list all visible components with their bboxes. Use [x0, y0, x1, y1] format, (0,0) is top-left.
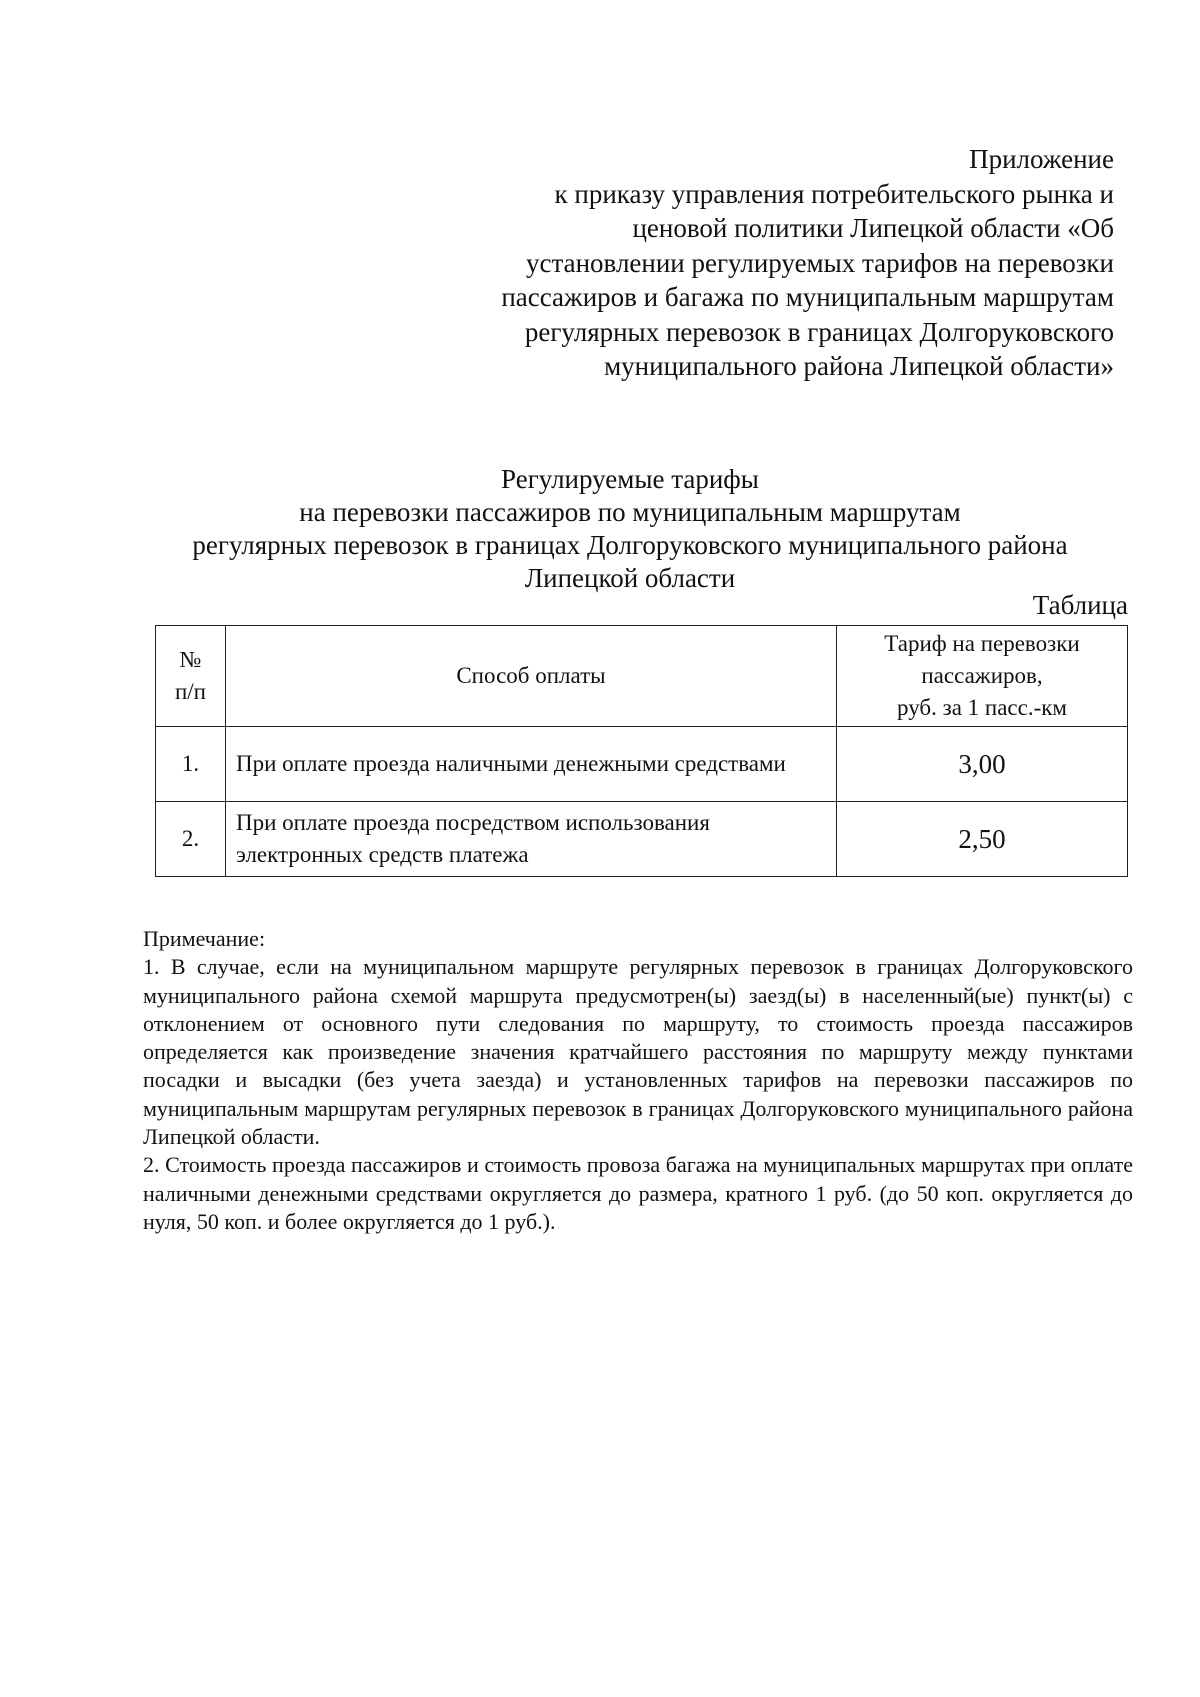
appendix-header	[474, 142, 1114, 384]
title-line: регулярных перевозок в границах Долгоруковского муниципального района	[192, 530, 1068, 560]
row-payment-method: При оплате проезда наличными денежными средствами	[226, 727, 837, 802]
header-tariff: Тариф на перевозки пассажиров, руб. за 1 пасс.-км	[837, 626, 1128, 727]
row-payment-method: При оплате проезда посредством использования электронных средств платежа	[226, 802, 837, 877]
appendix-line: установлении регулируемых тарифов на перевозки	[526, 247, 1114, 278]
title-line: Регулируемые тарифы	[501, 464, 759, 494]
row-tariff: 3,00	[837, 727, 1128, 802]
appendix-line: Приложение	[969, 144, 1114, 174]
table-row	[156, 802, 1128, 877]
table-header-row	[156, 626, 1128, 727]
title-line: Липецкой области	[524, 563, 736, 593]
note-item: 2. Стоимость проезда пассажиров и стоимость провоза багажа на муниципальных маршрутах при оплате наличными денежными средствами округляется до размера, кратного 1 руб. (до 50 коп. округляется до нуля, 50 коп. и более округляется до 1 руб.).	[143, 1152, 1133, 1234]
title-line: на перевозки пассажиров по муниципальным маршрутам	[299, 497, 961, 527]
table-caption: Таблица	[1032, 590, 1128, 620]
appendix-line: регулярных перевозок в границах Долгоруковского	[524, 316, 1114, 347]
row-number: 1.	[156, 727, 226, 802]
header-number: № п/п	[156, 626, 226, 727]
row-tariff: 2,50	[837, 802, 1128, 877]
table-row	[156, 727, 1128, 802]
appendix-line: муниципального района Липецкой области»	[604, 351, 1114, 381]
appendix-line: к приказу управления потребительского рынка и	[554, 178, 1114, 209]
appendix-line: ценовой политики Липецкой области «Об	[632, 213, 1114, 243]
notes-section	[143, 925, 1133, 1236]
note-item: 1. В случае, если на муниципальном маршруте регулярных перевозок в границах Долгоруковского муниципального района схемой маршрута предусмотрен(ы) заезд(ы) в населенный(ые) пункт(ы) с отклонением от основного пути следования по маршруту, то стоимость проезда пассажиров определяется как произведение значения кратчайшего расстояния по маршруту между пунктами посадки и высадки (без учета заезда) и установленных тарифов на перевозки пассажиров по муниципальным маршрутам регулярных перевозок в границах Долгоруковского муниципального района Липецкой области.	[143, 954, 1133, 1150]
document-title	[140, 463, 1120, 595]
notes-title: Примечание:	[143, 926, 266, 951]
header-payment-method: Способ оплаты	[226, 626, 837, 727]
row-number: 2.	[156, 802, 226, 877]
appendix-line: пассажиров и багажа по муниципальным маршрутам	[501, 282, 1114, 312]
tariff-table	[155, 625, 1128, 877]
